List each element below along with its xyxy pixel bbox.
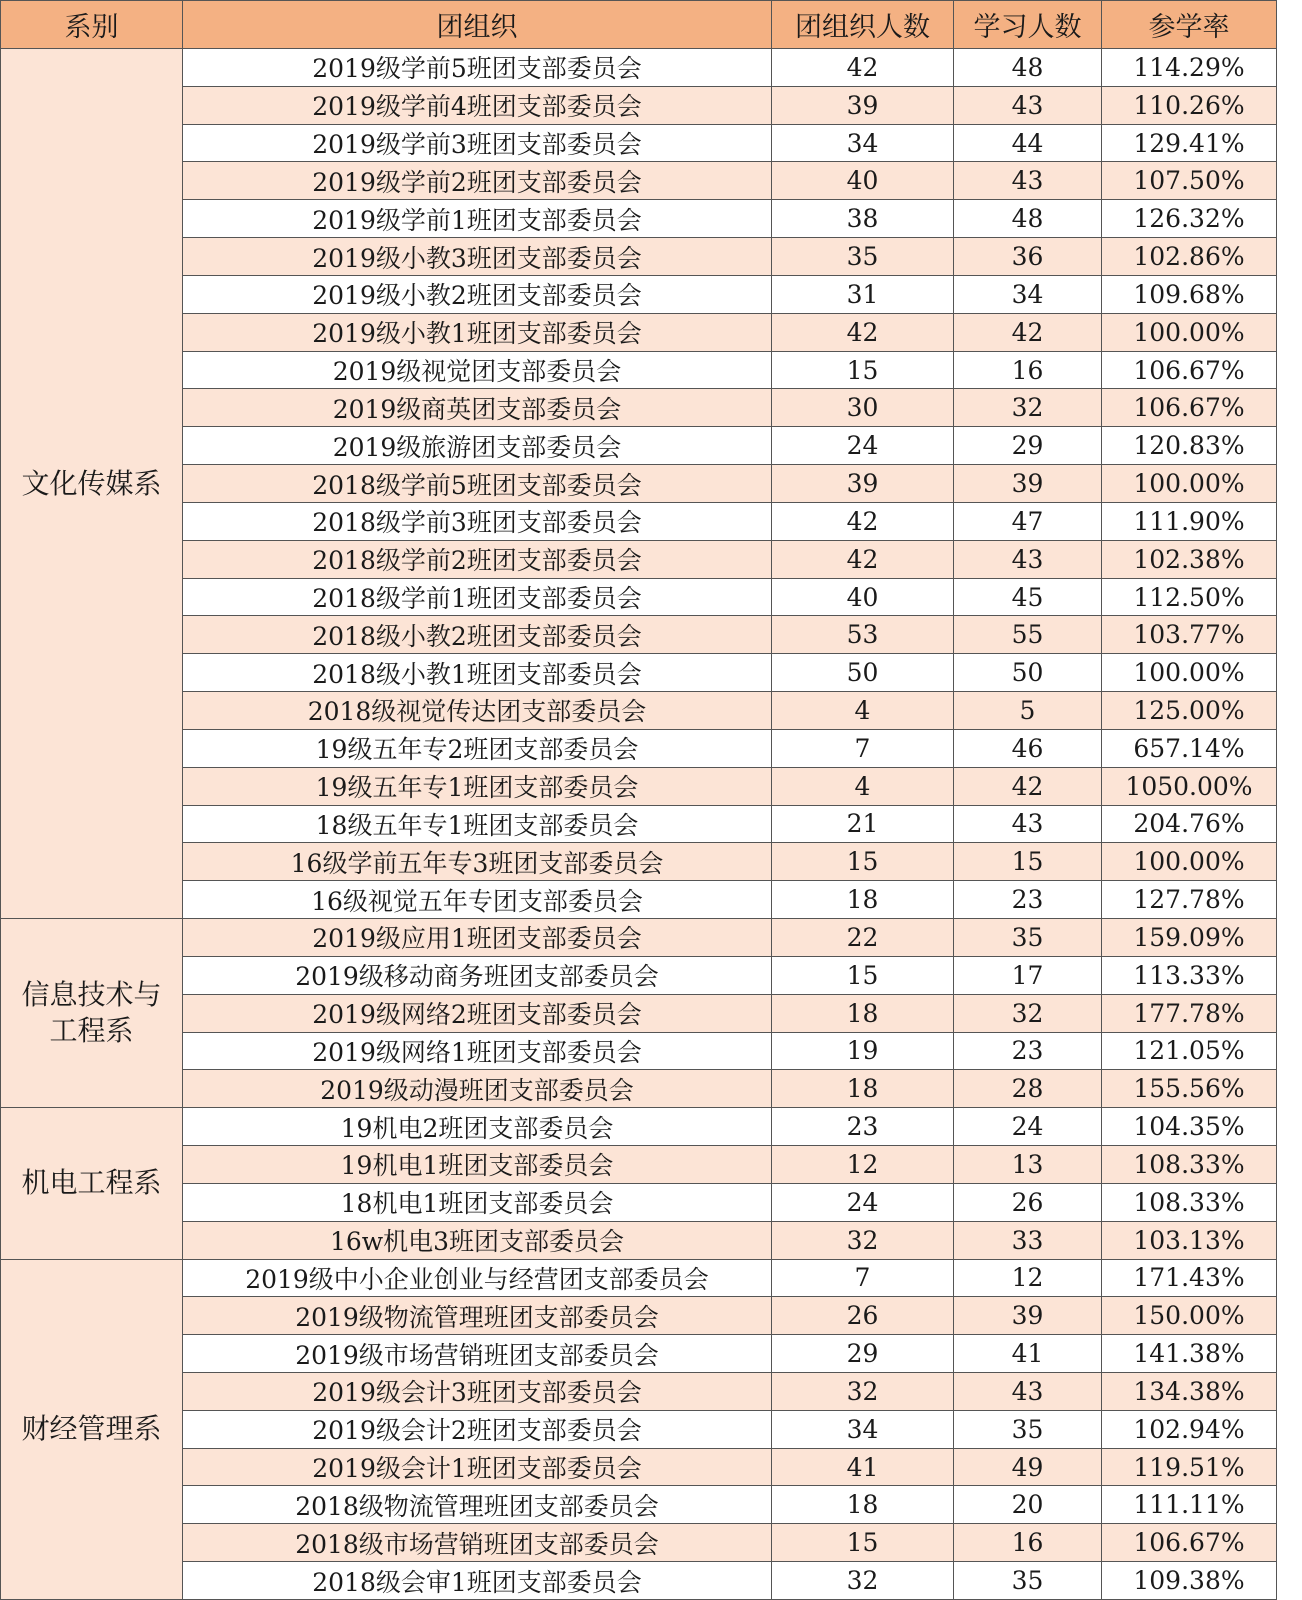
learners-cell: 28 — [954, 1070, 1102, 1108]
rate-cell: 108.33% — [1102, 1183, 1277, 1221]
rate-cell: 107.50% — [1102, 162, 1277, 200]
organization-cell: 2018级小教2班团支部委员会 — [183, 616, 772, 654]
organization-cell: 16w机电3班团支部委员会 — [183, 1221, 772, 1259]
learners-cell: 23 — [954, 881, 1102, 919]
organization-cell: 2019级视觉团支部委员会 — [183, 351, 772, 389]
learners-cell: 48 — [954, 200, 1102, 238]
members-cell: 26 — [772, 1297, 954, 1335]
learners-cell: 43 — [954, 805, 1102, 843]
learners-cell: 35 — [954, 919, 1102, 957]
learners-cell: 16 — [954, 1524, 1102, 1562]
members-cell: 21 — [772, 805, 954, 843]
organization-cell: 2018级学前1班团支部委员会 — [183, 578, 772, 616]
members-cell: 18 — [772, 1070, 954, 1108]
column-header-members: 团组织人数 — [772, 1, 954, 49]
table-row — [1, 389, 1277, 427]
organization-cell: 2019级中小企业创业与经营团支部委员会 — [183, 1259, 772, 1297]
organization-cell: 2018级物流管理班团支部委员会 — [183, 1486, 772, 1524]
organization-cell: 18级五年专1班团支部委员会 — [183, 805, 772, 843]
rate-cell: 129.41% — [1102, 124, 1277, 162]
learners-cell: 43 — [954, 162, 1102, 200]
organization-cell: 2019级应用1班团支部委员会 — [183, 919, 772, 957]
table-row — [1, 1070, 1277, 1108]
members-cell: 29 — [772, 1335, 954, 1373]
table-row — [1, 994, 1277, 1032]
learners-cell: 44 — [954, 124, 1102, 162]
rate-cell: 127.78% — [1102, 881, 1277, 919]
table-row — [1, 805, 1277, 843]
organization-cell: 16级视觉五年专团支部委员会 — [183, 881, 772, 919]
members-cell: 24 — [772, 1183, 954, 1221]
organization-cell: 2019级小教1班团支部委员会 — [183, 313, 772, 351]
table-row — [1, 49, 1277, 87]
members-cell: 39 — [772, 86, 954, 124]
learners-cell: 13 — [954, 1146, 1102, 1184]
table-row — [1, 427, 1277, 465]
rate-cell: 171.43% — [1102, 1259, 1277, 1297]
members-cell: 24 — [772, 427, 954, 465]
table-row — [1, 881, 1277, 919]
column-header-organization: 团组织 — [183, 1, 772, 49]
organization-cell: 2018级会审1班团支部委员会 — [183, 1562, 772, 1600]
learners-cell: 43 — [954, 1372, 1102, 1410]
table-row — [1, 313, 1277, 351]
column-header-department: 系别 — [1, 1, 183, 49]
members-cell: 34 — [772, 1410, 954, 1448]
organization-cell: 2019级会计2班团支部委员会 — [183, 1410, 772, 1448]
organization-cell: 2019级学前3班团支部委员会 — [183, 124, 772, 162]
members-cell: 15 — [772, 843, 954, 881]
members-cell: 15 — [772, 1524, 954, 1562]
rate-cell: 159.09% — [1102, 919, 1277, 957]
organization-cell: 2019级学前1班团支部委员会 — [183, 200, 772, 238]
organization-cell: 2018级小教1班团支部委员会 — [183, 654, 772, 692]
organization-cell: 2019级移动商务班团支部委员会 — [183, 956, 772, 994]
organization-cell: 2019级小教2班团支部委员会 — [183, 275, 772, 313]
learners-cell: 26 — [954, 1183, 1102, 1221]
rate-cell: 102.94% — [1102, 1410, 1277, 1448]
table-row — [1, 540, 1277, 578]
rate-cell: 125.00% — [1102, 692, 1277, 730]
organization-cell: 2019级旅游团支部委员会 — [183, 427, 772, 465]
rate-cell: 177.78% — [1102, 994, 1277, 1032]
table-row — [1, 1448, 1277, 1486]
rate-cell: 106.67% — [1102, 389, 1277, 427]
table-row — [1, 238, 1277, 276]
learners-cell: 45 — [954, 578, 1102, 616]
members-cell: 40 — [772, 578, 954, 616]
learners-cell: 42 — [954, 767, 1102, 805]
organization-cell: 16级学前五年专3班团支部委员会 — [183, 843, 772, 881]
department-cell: 机电工程系 — [1, 1108, 183, 1259]
learners-cell: 43 — [954, 86, 1102, 124]
learners-cell: 20 — [954, 1486, 1102, 1524]
organization-cell: 2018级市场营销班团支部委员会 — [183, 1524, 772, 1562]
rate-cell: 106.67% — [1102, 1524, 1277, 1562]
organization-cell: 2018级学前2班团支部委员会 — [183, 540, 772, 578]
rate-cell: 104.35% — [1102, 1108, 1277, 1146]
members-cell: 42 — [772, 502, 954, 540]
table-row — [1, 578, 1277, 616]
members-cell: 30 — [772, 389, 954, 427]
learners-cell: 48 — [954, 49, 1102, 87]
table-row — [1, 956, 1277, 994]
organization-cell: 2019级学前5班团支部委员会 — [183, 49, 772, 87]
rate-cell: 1050.00% — [1102, 767, 1277, 805]
members-cell: 15 — [772, 351, 954, 389]
members-cell: 4 — [772, 692, 954, 730]
rate-cell: 110.26% — [1102, 86, 1277, 124]
organization-cell: 18机电1班团支部委员会 — [183, 1183, 772, 1221]
organization-cell: 2018级学前5班团支部委员会 — [183, 465, 772, 503]
learners-cell: 34 — [954, 275, 1102, 313]
learners-cell: 55 — [954, 616, 1102, 654]
rate-cell: 134.38% — [1102, 1372, 1277, 1410]
members-cell: 50 — [772, 654, 954, 692]
organization-cell: 19机电2班团支部委员会 — [183, 1108, 772, 1146]
rate-cell: 102.86% — [1102, 238, 1277, 276]
organization-cell: 2019级会计1班团支部委员会 — [183, 1448, 772, 1486]
members-cell: 42 — [772, 49, 954, 87]
members-cell: 31 — [772, 275, 954, 313]
organization-cell: 2019级学前4班团支部委员会 — [183, 86, 772, 124]
learners-cell: 24 — [954, 1108, 1102, 1146]
table-row — [1, 843, 1277, 881]
organization-cell: 2019级动漫班团支部委员会 — [183, 1070, 772, 1108]
table-row — [1, 1221, 1277, 1259]
organization-cell: 2018级学前3班团支部委员会 — [183, 502, 772, 540]
learners-cell: 50 — [954, 654, 1102, 692]
learners-cell: 39 — [954, 465, 1102, 503]
members-cell: 18 — [772, 994, 954, 1032]
department-cell: 财经管理系 — [1, 1259, 183, 1600]
organization-cell: 2019级物流管理班团支部委员会 — [183, 1297, 772, 1335]
rate-cell: 106.67% — [1102, 351, 1277, 389]
table-row — [1, 1562, 1277, 1600]
table-body — [1, 49, 1277, 1600]
organization-cell: 19机电1班团支部委员会 — [183, 1146, 772, 1184]
table-row — [1, 654, 1277, 692]
rate-cell: 119.51% — [1102, 1448, 1277, 1486]
rate-cell: 100.00% — [1102, 843, 1277, 881]
organization-cell: 2019级市场营销班团支部委员会 — [183, 1335, 772, 1373]
table-row — [1, 162, 1277, 200]
rate-cell: 657.14% — [1102, 729, 1277, 767]
members-cell: 23 — [772, 1108, 954, 1146]
rate-cell: 109.38% — [1102, 1562, 1277, 1600]
members-cell: 41 — [772, 1448, 954, 1486]
learners-cell: 35 — [954, 1562, 1102, 1600]
learners-cell: 43 — [954, 540, 1102, 578]
members-cell: 19 — [772, 1032, 954, 1070]
rate-cell: 111.11% — [1102, 1486, 1277, 1524]
column-header-learners: 学习人数 — [954, 1, 1102, 49]
table-row — [1, 729, 1277, 767]
table-row — [1, 1524, 1277, 1562]
learners-cell: 32 — [954, 389, 1102, 427]
rate-cell: 100.00% — [1102, 654, 1277, 692]
members-cell: 40 — [772, 162, 954, 200]
members-cell: 18 — [772, 1486, 954, 1524]
table-row — [1, 86, 1277, 124]
members-cell: 32 — [772, 1562, 954, 1600]
members-cell: 4 — [772, 767, 954, 805]
learners-cell: 41 — [954, 1335, 1102, 1373]
rate-cell: 126.32% — [1102, 200, 1277, 238]
members-cell: 42 — [772, 540, 954, 578]
members-cell: 34 — [772, 124, 954, 162]
learners-cell: 17 — [954, 956, 1102, 994]
members-cell: 7 — [772, 729, 954, 767]
column-header-rate: 参学率 — [1102, 1, 1277, 49]
rate-cell: 103.77% — [1102, 616, 1277, 654]
table-row — [1, 1335, 1277, 1373]
organization-cell: 2019级会计3班团支部委员会 — [183, 1372, 772, 1410]
rate-cell: 109.68% — [1102, 275, 1277, 313]
organization-cell: 2019级网络1班团支部委员会 — [183, 1032, 772, 1070]
rate-cell: 100.00% — [1102, 465, 1277, 503]
table-row — [1, 1108, 1277, 1146]
members-cell: 39 — [772, 465, 954, 503]
members-cell: 42 — [772, 313, 954, 351]
rate-cell: 155.56% — [1102, 1070, 1277, 1108]
learners-cell: 47 — [954, 502, 1102, 540]
table-row — [1, 275, 1277, 313]
learners-cell: 29 — [954, 427, 1102, 465]
members-cell: 32 — [772, 1372, 954, 1410]
members-cell: 22 — [772, 919, 954, 957]
members-cell: 12 — [772, 1146, 954, 1184]
learners-cell: 49 — [954, 1448, 1102, 1486]
table-row — [1, 200, 1277, 238]
rate-cell: 141.38% — [1102, 1335, 1277, 1373]
members-cell: 7 — [772, 1259, 954, 1297]
table-row — [1, 692, 1277, 730]
rate-cell: 114.29% — [1102, 49, 1277, 87]
rate-cell: 108.33% — [1102, 1146, 1277, 1184]
rate-cell: 103.13% — [1102, 1221, 1277, 1259]
rate-cell: 120.83% — [1102, 427, 1277, 465]
members-cell: 35 — [772, 238, 954, 276]
learners-cell: 46 — [954, 729, 1102, 767]
learners-cell: 35 — [954, 1410, 1102, 1448]
rate-cell: 102.38% — [1102, 540, 1277, 578]
table-row — [1, 502, 1277, 540]
table-row — [1, 465, 1277, 503]
members-cell: 18 — [772, 881, 954, 919]
header-row — [1, 1, 1277, 49]
table-row — [1, 124, 1277, 162]
department-cell: 文化传媒系 — [1, 49, 183, 919]
table-row — [1, 1410, 1277, 1448]
learners-cell: 39 — [954, 1297, 1102, 1335]
table-row — [1, 1183, 1277, 1221]
table-row — [1, 1032, 1277, 1070]
members-cell: 15 — [772, 956, 954, 994]
learners-cell: 32 — [954, 994, 1102, 1032]
table-row — [1, 1259, 1277, 1297]
organization-cell: 19级五年专2班团支部委员会 — [183, 729, 772, 767]
table-row — [1, 1146, 1277, 1184]
table-row — [1, 767, 1277, 805]
members-cell: 38 — [772, 200, 954, 238]
organization-cell: 2019级小教3班团支部委员会 — [183, 238, 772, 276]
rate-cell: 121.05% — [1102, 1032, 1277, 1070]
table-row — [1, 351, 1277, 389]
learners-cell: 36 — [954, 238, 1102, 276]
members-cell: 32 — [772, 1221, 954, 1259]
table-row — [1, 616, 1277, 654]
department-cell: 信息技术与工程系 — [1, 919, 183, 1108]
organization-cell: 2019级学前2班团支部委员会 — [183, 162, 772, 200]
learners-cell: 23 — [954, 1032, 1102, 1070]
organization-cell: 2019级商英团支部委员会 — [183, 389, 772, 427]
organization-cell: 2018级视觉传达团支部委员会 — [183, 692, 772, 730]
table-row — [1, 1372, 1277, 1410]
members-cell: 53 — [772, 616, 954, 654]
rate-cell: 112.50% — [1102, 578, 1277, 616]
rate-cell: 111.90% — [1102, 502, 1277, 540]
learners-cell: 16 — [954, 351, 1102, 389]
learners-cell: 5 — [954, 692, 1102, 730]
rate-cell: 113.33% — [1102, 956, 1277, 994]
organization-cell: 19级五年专1班团支部委员会 — [183, 767, 772, 805]
table-row — [1, 1486, 1277, 1524]
table-row — [1, 1297, 1277, 1335]
learners-cell: 33 — [954, 1221, 1102, 1259]
rate-cell: 100.00% — [1102, 313, 1277, 351]
rate-cell: 150.00% — [1102, 1297, 1277, 1335]
learners-cell: 12 — [954, 1259, 1102, 1297]
organization-cell: 2019级网络2班团支部委员会 — [183, 994, 772, 1032]
learners-cell: 15 — [954, 843, 1102, 881]
rate-cell: 204.76% — [1102, 805, 1277, 843]
learners-cell: 42 — [954, 313, 1102, 351]
table-row — [1, 919, 1277, 957]
